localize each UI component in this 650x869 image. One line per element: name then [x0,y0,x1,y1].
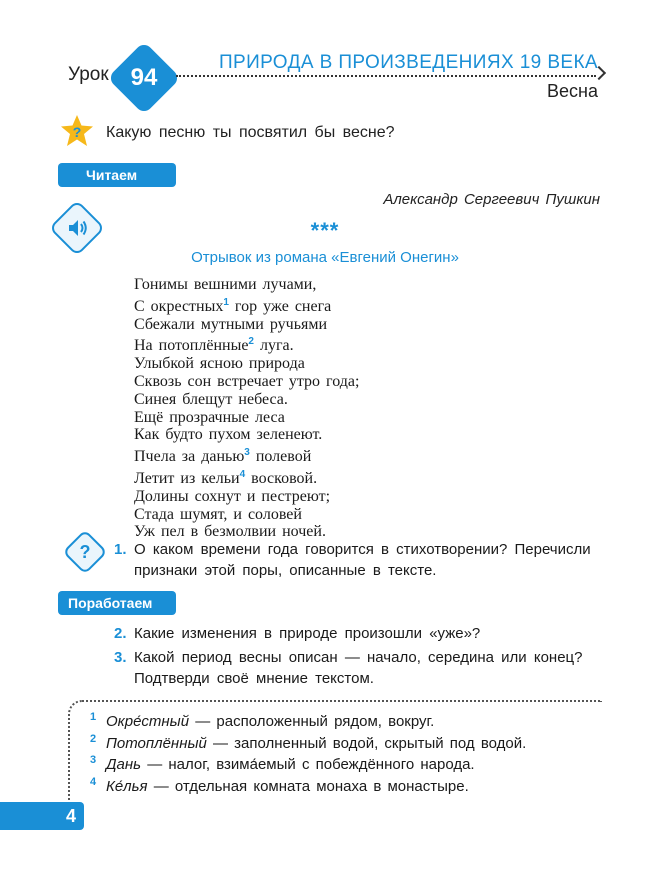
poem-line: Долины сохнут и пестреют; [134,487,331,505]
intro-question: Какую песню ты посвятил бы весне? [106,124,395,141]
topic-divider [176,75,596,77]
task-3 [114,647,604,689]
lesson-number: 94 [130,64,158,91]
section-label-read: Читаем [58,163,176,187]
question-mark-icon: ? [79,542,91,562]
author-name: Александр Сергеевич Пушкин [383,191,600,208]
footnote-ref[interactable]: 2 [248,336,254,348]
footnote-item: 3 Дань — налог, взима́емый с побеждённого народа. [90,754,475,773]
poem-line: Как будто пухом зеленеют. [134,426,323,444]
footnote-item: 1 Окре́стный — расположенный рядом, вокруг. [90,711,435,730]
footnotes-list [90,711,527,797]
poem-line: Уж пел в безмолвии ночей. [134,523,326,541]
footnote-ref[interactable]: 4 [239,468,246,480]
footnote-item: 2 Потоплённый — заполненный водой, скрытый под водой. [90,732,527,752]
svg-text:?: ? [72,124,82,140]
poem-line: Гонимы вешними лучами, [134,276,317,293]
page-number: 4 [0,802,84,830]
footnote-item: 4 Ке́лья — отдельная комната монаха в монастыре. [90,775,469,795]
topic-title: ПРИРОДА В ПРОИЗВЕДЕНИЯХ 19 ВЕКА [218,52,598,73]
task-text: Какие изменения в природе произошли «уже»? [134,625,481,642]
poem-line: Синея блещут небеса. [134,390,288,408]
task-number: 2. [114,625,127,642]
poem-line: Стада шумят, и соловей [134,505,302,523]
poem-line: Летит из кельи$^4$ восковой. [134,468,318,487]
task-text: Какой период весны описан — начало, середина или конец? Подтверди своё мнение текстом. [134,649,583,687]
poem-line: С окрестных$^1$ гор уже снега [134,296,332,315]
task-number: 3. [114,649,127,666]
poem-line: Ещё прозрачные леса [134,408,285,426]
poem-stars: *** [310,218,340,243]
lesson-word: Урок [68,64,109,85]
poem-line: Пчела за данью$^3$ полевой [134,447,312,466]
task-2 [114,623,604,644]
poem-text [134,276,359,541]
poem-line: Сбежали мутными ручьями [134,315,328,333]
task-text: О каком времени года говорится в стихотворении? Перечисли признаки этой поры, описанные в тексте. [134,541,591,579]
task-1 [114,539,604,581]
poem-line: Улыбкой ясною природа [134,355,305,373]
poem-line: На потоплённые$^2$ луга. [134,336,294,355]
footnote-ref[interactable]: 3 [244,447,250,459]
subtopic: Весна [547,81,598,101]
poem-line: Сквозь сон встречает утро года; [134,372,360,390]
footnote-ref[interactable]: 1 [223,296,229,308]
task-number: 1. [114,541,127,558]
poem-title: Отрывок из романа «Евгений Онегин» [191,249,459,266]
section-label-work: Поработаем [58,591,176,615]
question-star-icon [60,114,94,148]
